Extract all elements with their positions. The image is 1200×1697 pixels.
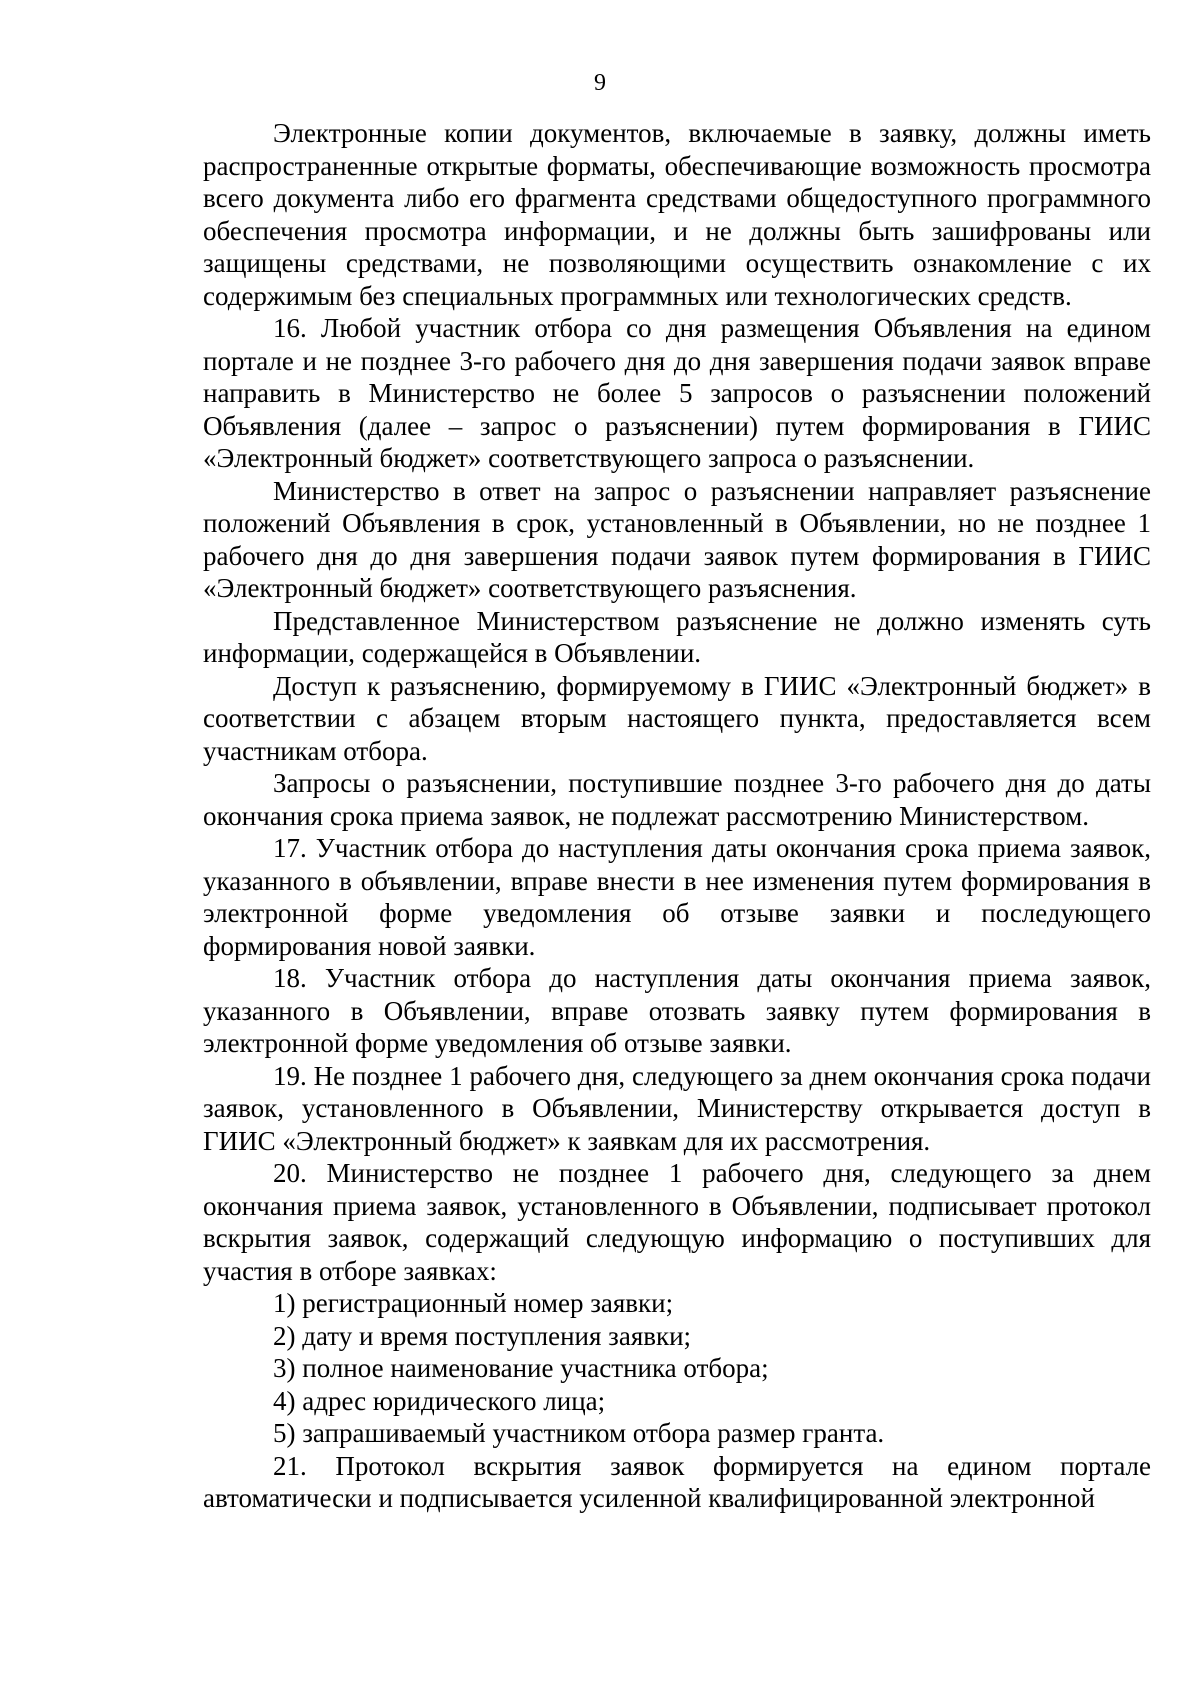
list-item: 5) запрашиваемый участником отбора размер гранта. [273,1418,885,1448]
list-item: 1) регистрационный номер заявки; [273,1288,674,1318]
paragraph-18: 18. Участник отбора до наступления даты окончания приема заявок, указанного в Объявлении, вправе отозвать заявку путем формирования в электронной форме уведомления об отзыве заявки. [203,963,1151,1058]
list-item: 4) адрес юридического лица; [273,1385,606,1416]
paragraph-clarification-access: Доступ к разъяснению, формируемому в ГИИС «Электронный бюджет» в соответствии с абзацем вторым настоящего пункта, предоставляется всем участникам отбора. [203,670,1151,766]
paragraph-20: 20. Министерство не позднее 1 рабочего дня, следующего за днем окончания приема заявок, установленного в Объявлении, подписывает протокол вскрытия заявок, содержащий следующую информацию о поступивших для участия в отборе заявках: [203,1158,1151,1286]
paragraph-clarification-essence: Представленное Министерством разъяснение не должно изменять суть информации, содержащейся в Объявлении. [203,605,1151,668]
paragraph-21: 21. Протокол вскрытия заявок формируется на едином портале автоматически и подписывается усиленной квалифицированной электронной [203,1450,1151,1513]
paragraph-16: 16. Любой участник отбора со дня размещения Объявления на едином портале и не позднее 3-го рабочего дня до дня завершения подачи заявок вправе направить в Министерство не более 5 запросов о разъяснении положений Объявления (далее – запрос о разъяснении) путем формирования в ГИИС «Электронный бюджет» соответствующего запроса о разъяснении. [203,313,1151,473]
paragraph-ministry-response: Министерство в ответ на запрос о разъяснении направляет разъяснение положений Объявления в срок, установленный в Объявлении, но не позднее 1 рабочего дня до дня завершения подачи заявок путем формирования в ГИИС «Электронный бюджет» соответствующего разъяснения. [203,475,1151,603]
paragraph-17: 17. Участник отбора до наступления даты окончания срока приема заявок, указанного в объявлении, вправе внести в нее изменения путем формирования в электронной форме уведомления об отзыве заявки и последующего формирования новой заявки. [203,833,1151,961]
page-number: 9 [594,70,606,96]
paragraph-19: 19. Не позднее 1 рабочего дня, следующего за днем окончания срока подачи заявок, установленного в Объявлении, Министерству открывается доступ в ГИИС «Электронный бюджет» к заявкам для их рассмотрения. [203,1060,1151,1156]
paragraph-electronic-copies: Электронные копии документов, включаемые в заявку, должны иметь распространенные открытые форматы, обеспечивающие возможность просмотра всего документа либо его фрагмента средствами общедоступного программного обеспечения просмотра информации, и не должны быть зашифрованы или защищены средствами, не позволяющими осуществить ознакомление с их содержимым без специальных программных или технологических средств. [203,118,1151,311]
list-item: 3) полное наименование участника отбора; [273,1353,769,1383]
paragraph-late-requests: Запросы о разъяснении, поступившие позднее 3-го рабочего дня до даты окончания срока приема заявок, не подлежат рассмотрению Министерством. [203,768,1151,831]
document-body [203,117,1151,1515]
list-item: 2) дату и время поступления заявки; [273,1320,692,1351]
